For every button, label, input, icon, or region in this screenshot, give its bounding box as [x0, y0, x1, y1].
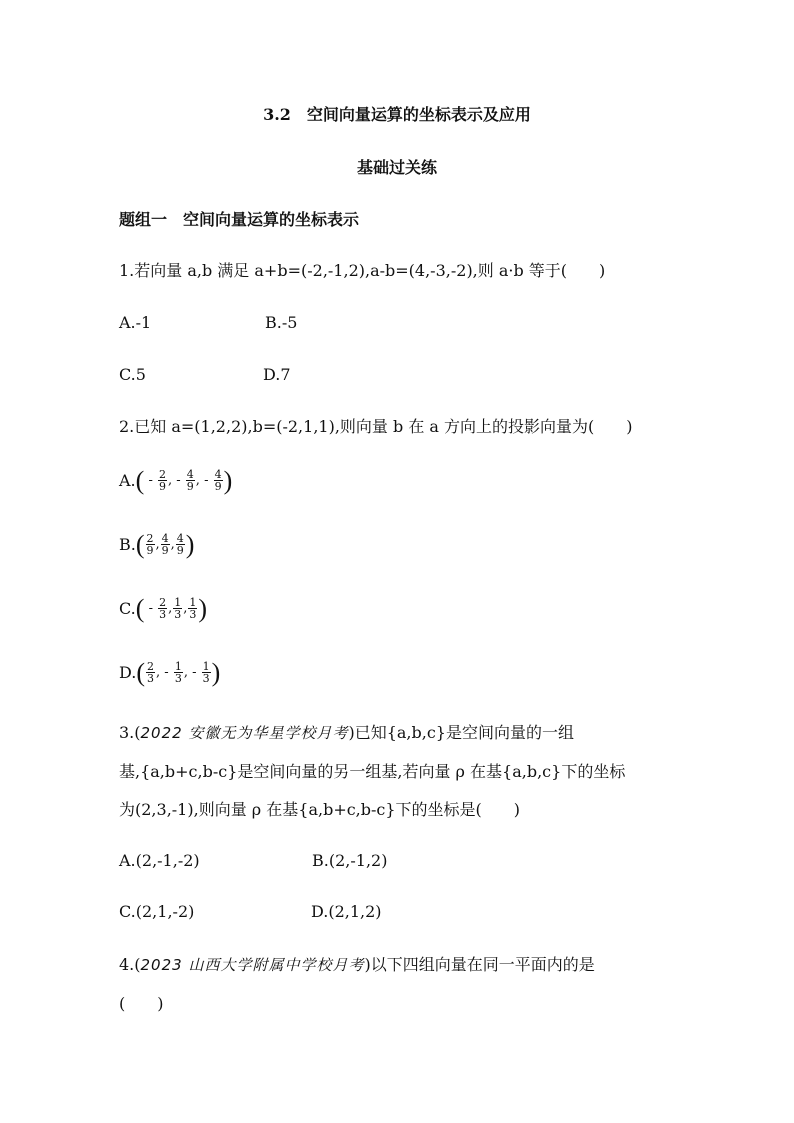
- q3-option-d: D.(2,1,2): [311, 902, 382, 921]
- q4-line2: ( ): [119, 994, 164, 1013]
- denominator: 3: [174, 672, 182, 685]
- q3-line3: 为(2,3,-1),则向量 ρ 在基{a,b+c,b-c}下的坐标是( ): [119, 800, 521, 819]
- right-paren: ): [223, 465, 233, 495]
- numerator: 4: [186, 468, 194, 481]
- numerator: 1: [174, 660, 182, 673]
- numerator: 2: [159, 596, 167, 609]
- numerator: 4: [176, 532, 184, 545]
- q1-stem: 1.若向量 a,b 满足 a+b=(-2,-1,2),a-b=(4,-3,-2),则 a·b 等于( ): [119, 261, 606, 280]
- minus-sign: -: [160, 664, 173, 680]
- option-label: C.: [119, 598, 136, 618]
- fraction: [146, 533, 155, 556]
- fraction: [186, 469, 195, 492]
- minus-sign: -: [199, 472, 213, 488]
- q3-option-a: A.(2,-1,-2): [119, 851, 200, 870]
- denominator: 3: [159, 608, 167, 621]
- q3-line2: 基,{a,b+c,b-c}是空间向量的另一组基,若向量 ρ 在基{a,b,c}下的坐标: [119, 762, 626, 781]
- fraction: [174, 661, 183, 684]
- fraction: [173, 597, 182, 620]
- fraction: [161, 533, 170, 556]
- comma: ,: [183, 600, 188, 616]
- right-paren: ): [211, 657, 221, 687]
- q1-option-d: D.7: [263, 365, 291, 384]
- q2-option-b: [119, 529, 195, 559]
- minus-sign: -: [187, 664, 201, 680]
- denominator: 3: [147, 672, 155, 685]
- left-paren: (: [135, 465, 145, 495]
- numerator: 2: [158, 468, 166, 481]
- fraction-vector: [119, 529, 195, 559]
- numerator: 1: [189, 596, 197, 609]
- q4-number: 4.(: [119, 955, 141, 974]
- numerator: 2: [146, 532, 154, 545]
- q1-option-b: B.-5: [265, 313, 298, 332]
- minus-sign: -: [144, 600, 158, 616]
- denominator: 3: [202, 672, 210, 685]
- page-subtitle: 基础过关练: [356, 158, 437, 177]
- q3-source: 2022 安徽无为华星学校月考: [140, 724, 349, 742]
- fraction-vector: [119, 465, 233, 495]
- minus-sign: -: [144, 472, 157, 488]
- fraction: [188, 597, 197, 620]
- q2-stem: 2.已知 a=(1,2,2),b=(-2,1,1),则向量 b 在 a 方向上的投影向量为( ): [119, 417, 633, 436]
- fraction: [202, 661, 211, 684]
- denominator: 9: [158, 480, 166, 493]
- denominator: 9: [146, 544, 154, 557]
- q2-option-d: [119, 657, 221, 687]
- fraction: [158, 597, 167, 620]
- q3-option-b: B.(2,-1,2): [312, 851, 388, 870]
- comma: ,: [168, 600, 173, 616]
- q1-option-a: A.-1: [119, 313, 152, 332]
- q4-source: 2023 山西大学附属中学校月考: [140, 956, 365, 974]
- numerator: 1: [174, 596, 182, 609]
- left-paren: (: [135, 593, 145, 623]
- right-paren: ): [198, 593, 208, 623]
- q3-number: 3.(: [119, 723, 141, 742]
- q4-line1-text: )以下四组向量在同一平面内的是: [364, 955, 595, 974]
- denominator: 3: [189, 608, 197, 621]
- comma: ,: [195, 472, 200, 488]
- comma: ,: [183, 664, 188, 680]
- comma: ,: [156, 664, 161, 680]
- fraction: [176, 533, 185, 556]
- denominator: 9: [176, 544, 184, 557]
- q3-option-c: C.(2,1,-2): [119, 902, 195, 921]
- comma: ,: [170, 536, 175, 552]
- left-paren: (: [136, 657, 146, 687]
- fraction-vector: [119, 593, 208, 623]
- right-paren: ): [185, 529, 195, 559]
- numerator: 1: [202, 660, 210, 673]
- minus-sign: -: [172, 472, 185, 488]
- denominator: 9: [214, 480, 222, 493]
- numerator: 4: [214, 468, 222, 481]
- q1-option-c: C.5: [119, 365, 146, 384]
- comma: ,: [155, 536, 160, 552]
- q3-line1: [119, 722, 574, 744]
- q2-option-c: [119, 593, 208, 623]
- q4-line1: [119, 954, 595, 976]
- fraction: [146, 661, 155, 684]
- fraction-vector: [119, 657, 221, 687]
- q3-line1-text: )已知{a,b,c}是空间向量的一组: [348, 723, 574, 742]
- comma: ,: [167, 472, 173, 488]
- fraction: [214, 469, 223, 492]
- q2-option-a: [119, 465, 233, 495]
- page-title: 3.2 空间向量运算的坐标表示及应用: [263, 105, 531, 124]
- option-label: D.: [119, 662, 137, 682]
- denominator: 3: [174, 608, 182, 621]
- denominator: 9: [186, 480, 194, 493]
- numerator: 2: [147, 660, 155, 673]
- fraction: [158, 469, 167, 492]
- option-label: A.: [119, 470, 136, 490]
- option-label: B.: [119, 534, 136, 554]
- section-heading: 题组一 空间向量运算的坐标表示: [119, 210, 360, 229]
- left-paren: (: [135, 529, 145, 559]
- numerator: 4: [161, 532, 169, 545]
- denominator: 9: [161, 544, 169, 557]
